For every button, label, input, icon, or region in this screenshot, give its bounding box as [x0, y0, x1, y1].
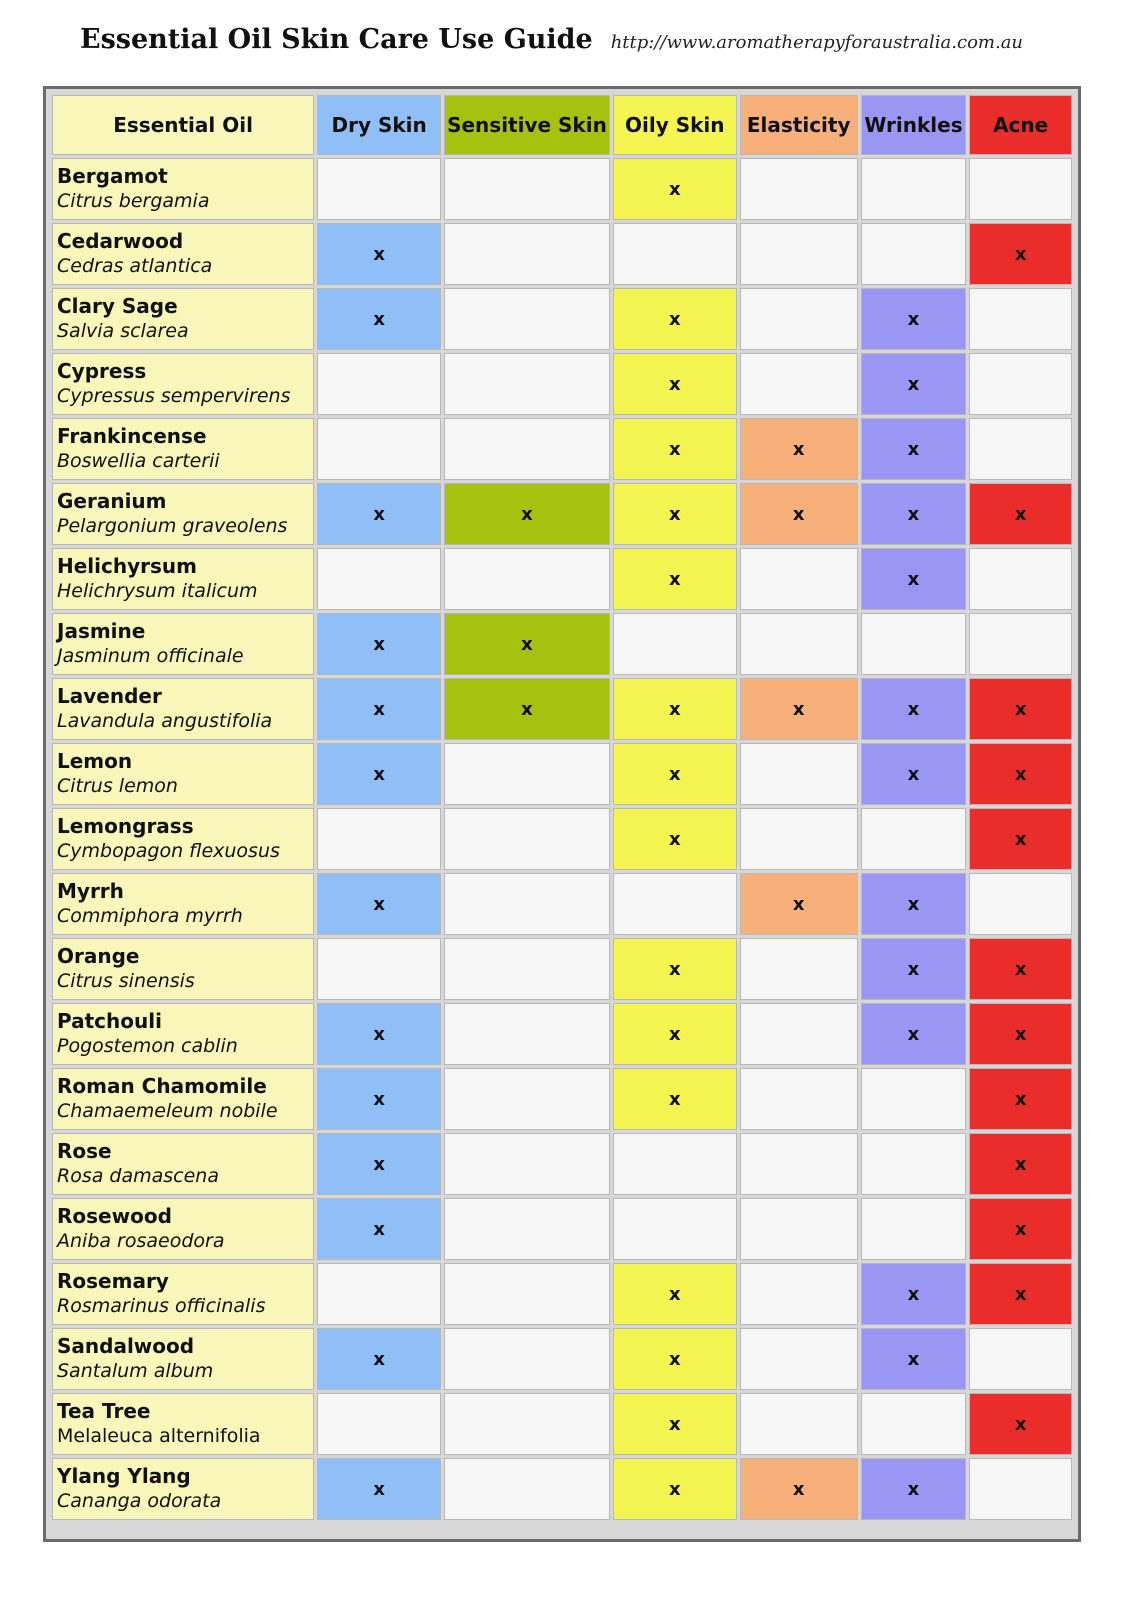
empty-cell — [444, 1068, 610, 1130]
oil-common-name: Cedarwood — [57, 229, 184, 253]
oil-name-cell — [52, 1003, 314, 1065]
empty-cell — [444, 873, 610, 935]
marked-cell: x — [861, 938, 967, 1000]
empty-cell — [969, 873, 1072, 935]
column-header-dry-skin: Dry Skin — [317, 95, 441, 155]
empty-cell — [317, 938, 441, 1000]
skin-care-table — [49, 92, 1075, 1523]
oil-common-name: Roman Chamomile — [57, 1074, 267, 1098]
marked-cell: x — [613, 1458, 737, 1520]
oil-latin-name: Commiphora myrrh — [57, 905, 243, 927]
empty-cell — [444, 1263, 610, 1325]
marked-cell: x — [444, 613, 610, 675]
table-row — [52, 1458, 1072, 1520]
oil-latin-name: Helichrysum italicum — [57, 580, 258, 602]
oil-name-cell — [52, 288, 314, 350]
oil-common-name: Orange — [57, 944, 140, 968]
oil-latin-name: Cymbopagon flexuosus — [57, 840, 280, 862]
empty-cell — [740, 1328, 858, 1390]
marked-cell: x — [969, 808, 1072, 870]
oil-name-cell — [52, 873, 314, 935]
empty-cell — [444, 1198, 610, 1260]
oil-common-name: Jasmine — [57, 619, 146, 643]
empty-cell — [740, 1003, 858, 1065]
empty-cell — [740, 548, 858, 610]
marked-cell: x — [861, 418, 967, 480]
marked-cell: x — [613, 288, 737, 350]
empty-cell — [444, 1393, 610, 1455]
oil-common-name: Patchouli — [57, 1009, 162, 1033]
marked-cell: x — [861, 483, 967, 545]
marked-cell: x — [969, 1133, 1072, 1195]
oil-name-cell — [52, 1133, 314, 1195]
empty-cell — [861, 158, 967, 220]
marked-cell: x — [613, 1003, 737, 1065]
empty-cell — [317, 353, 441, 415]
marked-cell: x — [969, 1393, 1072, 1455]
marked-cell: x — [613, 353, 737, 415]
table-row — [52, 1003, 1072, 1065]
oil-name-cell — [52, 1458, 314, 1520]
oil-name-cell — [52, 1068, 314, 1130]
oil-name-cell — [52, 613, 314, 675]
marked-cell: x — [317, 678, 441, 740]
table-row — [52, 288, 1072, 350]
oil-common-name: Lavender — [57, 684, 162, 708]
oil-latin-name: Pogostemon cablin — [57, 1035, 238, 1057]
oil-latin-name: Citrus bergamia — [57, 190, 210, 212]
empty-cell — [740, 223, 858, 285]
empty-cell — [740, 158, 858, 220]
page-title: Essential Oil Skin Care Use Guide — [80, 24, 593, 55]
empty-cell — [969, 288, 1072, 350]
oil-latin-name: Santalum album — [57, 1360, 214, 1382]
oil-common-name: Rosemary — [57, 1269, 169, 1293]
empty-cell — [861, 1393, 967, 1455]
oil-latin-name: Rosmarinus officinalis — [57, 1295, 266, 1317]
empty-cell — [740, 1393, 858, 1455]
oil-name-cell — [52, 1198, 314, 1260]
marked-cell: x — [969, 1003, 1072, 1065]
table-body — [52, 158, 1072, 1520]
marked-cell: x — [613, 678, 737, 740]
guide-frame — [43, 86, 1081, 1542]
marked-cell: x — [861, 548, 967, 610]
marked-cell: x — [613, 418, 737, 480]
column-header-sensitive-skin: Sensitive Skin — [444, 95, 610, 155]
column-header-wrinkles: Wrinkles — [861, 95, 967, 155]
oil-common-name: Ylang Ylang — [57, 1464, 191, 1488]
empty-cell — [740, 353, 858, 415]
empty-cell — [613, 873, 737, 935]
oil-latin-name: Boswellia carterii — [57, 450, 220, 472]
oil-common-name: Rosewood — [57, 1204, 172, 1228]
oil-latin-name: Jasminum officinale — [57, 645, 244, 667]
marked-cell: x — [613, 158, 737, 220]
column-header-oily-skin: Oily Skin — [613, 95, 737, 155]
oil-name-cell — [52, 1328, 314, 1390]
oil-common-name: Cypress — [57, 359, 147, 383]
oil-name-cell — [52, 483, 314, 545]
oil-name-cell — [52, 1393, 314, 1455]
oil-name-cell — [52, 1263, 314, 1325]
oil-latin-name: Melaleuca alternifolia — [57, 1425, 261, 1447]
oil-latin-name: Cananga odorata — [57, 1490, 222, 1512]
oil-common-name: Frankincense — [57, 424, 207, 448]
header-row — [52, 95, 1072, 155]
oil-common-name: Helichyrsum — [57, 554, 197, 578]
empty-cell — [969, 158, 1072, 220]
empty-cell — [740, 1198, 858, 1260]
empty-cell — [613, 613, 737, 675]
marked-cell: x — [613, 1263, 737, 1325]
empty-cell — [317, 808, 441, 870]
empty-cell — [444, 1003, 610, 1065]
marked-cell: x — [861, 1458, 967, 1520]
oil-latin-name: Rosa damascena — [57, 1165, 219, 1187]
oil-name-cell — [52, 158, 314, 220]
marked-cell: x — [613, 1068, 737, 1130]
marked-cell: x — [317, 873, 441, 935]
empty-cell — [740, 743, 858, 805]
empty-cell — [861, 808, 967, 870]
oil-common-name: Lemongrass — [57, 814, 194, 838]
oil-common-name: Geranium — [57, 489, 167, 513]
oil-name-cell — [52, 548, 314, 610]
oil-common-name: Rose — [57, 1139, 112, 1163]
empty-cell — [317, 1393, 441, 1455]
oil-name-cell — [52, 223, 314, 285]
empty-cell — [444, 938, 610, 1000]
marked-cell: x — [444, 678, 610, 740]
marked-cell: x — [969, 483, 1072, 545]
empty-cell — [740, 808, 858, 870]
empty-cell — [444, 1133, 610, 1195]
oil-name-cell — [52, 743, 314, 805]
marked-cell: x — [613, 548, 737, 610]
marked-cell: x — [861, 288, 967, 350]
empty-cell — [444, 743, 610, 805]
table-row — [52, 418, 1072, 480]
oil-common-name: Lemon — [57, 749, 133, 773]
oil-latin-name: Pelargonium graveolens — [57, 515, 288, 537]
empty-cell — [740, 288, 858, 350]
marked-cell: x — [861, 1263, 967, 1325]
oil-name-cell — [52, 808, 314, 870]
oil-latin-name: Salvia sclarea — [57, 320, 189, 342]
oil-common-name: Tea Tree — [57, 1399, 151, 1423]
column-header-essential-oil: Essential Oil — [52, 95, 314, 155]
marked-cell: x — [317, 613, 441, 675]
marked-cell: x — [740, 678, 858, 740]
marked-cell: x — [969, 1068, 1072, 1130]
empty-cell — [613, 1198, 737, 1260]
table-row — [52, 1133, 1072, 1195]
oil-latin-name: Citrus lemon — [57, 775, 178, 797]
marked-cell: x — [317, 743, 441, 805]
empty-cell — [740, 1133, 858, 1195]
table-row — [52, 1068, 1072, 1130]
empty-cell — [861, 613, 967, 675]
marked-cell: x — [317, 1003, 441, 1065]
empty-cell — [969, 418, 1072, 480]
empty-cell — [317, 548, 441, 610]
table-row — [52, 1198, 1072, 1260]
marked-cell: x — [613, 808, 737, 870]
marked-cell: x — [969, 938, 1072, 1000]
empty-cell — [861, 223, 967, 285]
table-row — [52, 743, 1072, 805]
oil-latin-name: Cypressus sempervirens — [57, 385, 291, 407]
column-header-elasticity: Elasticity — [740, 95, 858, 155]
empty-cell — [740, 938, 858, 1000]
table-row — [52, 1393, 1072, 1455]
marked-cell: x — [613, 1328, 737, 1390]
table-row — [52, 808, 1072, 870]
table-row — [52, 678, 1072, 740]
marked-cell: x — [861, 873, 967, 935]
empty-cell — [613, 1133, 737, 1195]
marked-cell: x — [613, 483, 737, 545]
oil-name-cell — [52, 353, 314, 415]
table-row — [52, 353, 1072, 415]
marked-cell: x — [861, 1003, 967, 1065]
empty-cell — [317, 158, 441, 220]
marked-cell: x — [317, 1328, 441, 1390]
marked-cell: x — [969, 743, 1072, 805]
empty-cell — [317, 1263, 441, 1325]
empty-cell — [444, 223, 610, 285]
table-row — [52, 613, 1072, 675]
marked-cell: x — [317, 1133, 441, 1195]
table-row — [52, 1328, 1072, 1390]
marked-cell: x — [740, 483, 858, 545]
empty-cell — [740, 613, 858, 675]
empty-cell — [861, 1133, 967, 1195]
empty-cell — [969, 353, 1072, 415]
table-row — [52, 873, 1072, 935]
empty-cell — [740, 1068, 858, 1130]
empty-cell — [969, 613, 1072, 675]
oil-common-name: Myrrh — [57, 879, 124, 903]
marked-cell: x — [861, 743, 967, 805]
empty-cell — [969, 1458, 1072, 1520]
marked-cell: x — [861, 353, 967, 415]
oil-latin-name: Citrus sinensis — [57, 970, 195, 992]
oil-latin-name: Aniba rosaeodora — [57, 1230, 225, 1252]
marked-cell: x — [613, 938, 737, 1000]
empty-cell — [861, 1068, 967, 1130]
empty-cell — [444, 353, 610, 415]
table-row — [52, 1263, 1072, 1325]
empty-cell — [444, 808, 610, 870]
marked-cell: x — [613, 1393, 737, 1455]
marked-cell: x — [861, 1328, 967, 1390]
marked-cell: x — [317, 1068, 441, 1130]
empty-cell — [444, 288, 610, 350]
empty-cell — [444, 158, 610, 220]
marked-cell: x — [317, 1458, 441, 1520]
oil-latin-name: Chamaemeleum nobile — [57, 1100, 278, 1122]
page-header — [80, 24, 1080, 64]
table-row — [52, 223, 1072, 285]
oil-latin-name: Cedras atlantica — [57, 255, 213, 277]
table-row — [52, 548, 1072, 610]
table-row — [52, 158, 1072, 220]
oil-common-name: Bergamot — [57, 164, 168, 188]
marked-cell: x — [969, 1198, 1072, 1260]
marked-cell: x — [740, 418, 858, 480]
marked-cell: x — [317, 1198, 441, 1260]
marked-cell: x — [740, 1458, 858, 1520]
oil-name-cell — [52, 938, 314, 1000]
marked-cell: x — [861, 678, 967, 740]
column-header-acne: Acne — [969, 95, 1072, 155]
marked-cell: x — [317, 288, 441, 350]
marked-cell: x — [969, 678, 1072, 740]
empty-cell — [861, 1198, 967, 1260]
empty-cell — [317, 418, 441, 480]
empty-cell — [444, 1458, 610, 1520]
oil-name-cell — [52, 678, 314, 740]
table-row — [52, 938, 1072, 1000]
empty-cell — [444, 1328, 610, 1390]
empty-cell — [740, 1263, 858, 1325]
empty-cell — [444, 418, 610, 480]
empty-cell — [969, 1328, 1072, 1390]
table-row — [52, 483, 1072, 545]
marked-cell: x — [740, 873, 858, 935]
marked-cell: x — [969, 1263, 1072, 1325]
marked-cell: x — [444, 483, 610, 545]
empty-cell — [613, 223, 737, 285]
empty-cell — [969, 548, 1072, 610]
marked-cell: x — [317, 223, 441, 285]
oil-name-cell — [52, 418, 314, 480]
oil-latin-name: Lavandula angustifolia — [57, 710, 273, 732]
marked-cell: x — [969, 223, 1072, 285]
marked-cell: x — [613, 743, 737, 805]
oil-common-name: Clary Sage — [57, 294, 178, 318]
empty-cell — [444, 548, 610, 610]
source-url: http://www.aromatherapyforaustralia.com.au — [610, 32, 1024, 53]
oil-common-name: Sandalwood — [57, 1334, 195, 1358]
marked-cell: x — [317, 483, 441, 545]
